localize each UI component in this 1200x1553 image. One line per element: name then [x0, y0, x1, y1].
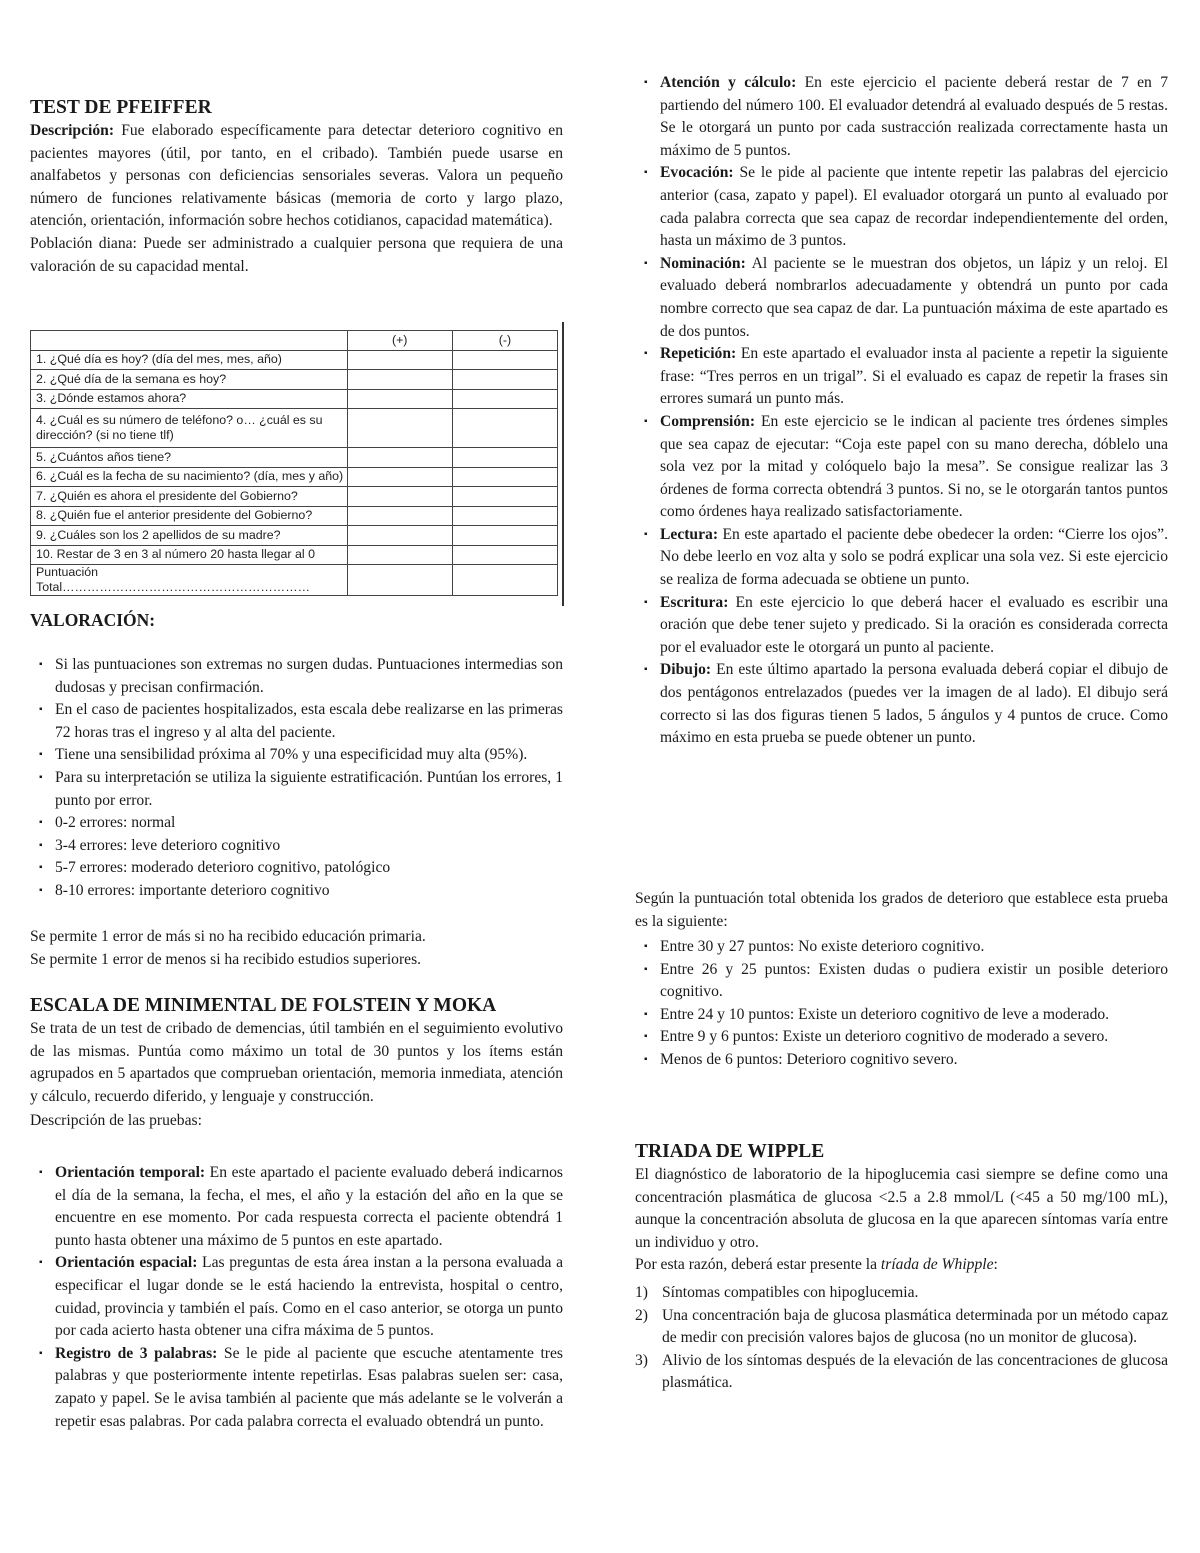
list-item: [635, 1305, 1168, 1350]
plus-cell: [347, 350, 452, 370]
question-cell: 5. ¿Cuántos años tiene?: [31, 448, 348, 468]
minus-cell: [452, 350, 557, 370]
item-text: Una concentración baja de glucosa plasmática determinada por un método capaz de medir con precisión valores bajos de glucosa (no un monitor de glucosa).: [662, 1306, 1168, 1347]
list-item: [635, 1350, 1168, 1395]
item-label: Orientación temporal:: [55, 1164, 206, 1181]
plus-cell: [347, 467, 452, 487]
item-label: Comprensión:: [660, 412, 756, 430]
table-row: [31, 506, 558, 526]
minus-cell: [452, 389, 557, 409]
item-text: Las preguntas de esta área instan a la persona evaluada a especificar el lugar donde se le está haciendo la entrevista, hospital o centro, cuidad, provincia y también el país. Como en el caso anterior, se otorga un punto por cada acierto hasta obtener una cifra máxima de 5 puntos.: [55, 1254, 563, 1340]
item-number: 2): [635, 1306, 648, 1324]
table-total-row: [31, 565, 558, 596]
descripcion-pruebas: Descripción de las pruebas:: [30, 1112, 202, 1130]
wipple-list: [635, 1282, 1168, 1395]
total-cell: Puntuación Total……………………………………………………: [31, 565, 348, 596]
note-superiores: Se permite 1 error de menos si ha recibido estudios superiores.: [30, 950, 422, 968]
list-item: ▪ Entre 24 y 10 puntos: Existe un deterioro cognitivo de leve a moderado.: [635, 1004, 1168, 1027]
table-row: [31, 350, 558, 370]
list-item: [635, 592, 1168, 660]
list-item: ▪ Entre 9 y 6 puntos: Existe un deterioro cognitivo de moderado a severo.: [635, 1026, 1168, 1049]
razon-pre: Por esta razón, deberá estar presente la: [635, 1256, 881, 1274]
item-label: Registro de 3 palabras:: [55, 1344, 218, 1362]
table-row: [31, 545, 558, 565]
list-item: [635, 343, 1168, 411]
description-text: Fue elaborado específicamente para detectar deterioro cognitivo en pacientes mayores (útil, por tanto, en el cribado). También puede usarse en analfabetos y personas con deficiencias sensoriales severas. Valora un pequeño número de funciones relativamente básicas (memoria de corto y largo plazo, atención, orientación, información sobre hechos cotidianos, capacidad matemática).: [30, 122, 563, 230]
list-item: ▪ Si las puntuaciones son extremas no surgen dudas. Puntuaciones intermedias son dudosas y precisan confirmación.: [30, 654, 563, 699]
item-label: Atención y cálculo:: [660, 74, 797, 91]
pfeiffer-description-block: [30, 120, 563, 278]
grados-list: [635, 936, 1168, 1072]
question-cell: 8. ¿Quién fue el anterior presidente del Gobierno?: [31, 506, 348, 526]
minus-cell: [452, 545, 557, 565]
minimental-title: ESCALA DE MINIMENTAL DE FOLSTEIN Y MOKA: [30, 995, 497, 1016]
list-item: [30, 1162, 563, 1252]
list-item: [635, 1282, 1168, 1305]
poblacion-diana: Población diana: Puede ser administrado a cualquier persona que requiera de una valoración de su capacidad mental.: [30, 234, 563, 275]
list-item: ▪ 3-4 errores: leve deterioro cognitivo: [30, 835, 563, 858]
minus-cell: [452, 526, 557, 546]
question-cell: 2. ¿Qué día de la semana es hoy?: [31, 370, 348, 390]
note-primaria: Se permite 1 error de más si no ha recibido educación primaria.: [30, 928, 426, 945]
item-text: En este apartado el paciente debe obedecer la orden: “Cierre los ojos”. No debe leerlo en voz alta y solo se podrá explicar una sola vez. Si este ejercicio se realiza de forma adecuada se obtiene un punto.: [660, 525, 1168, 589]
item-text: Se le pide al paciente que escuche atentamente tres palabras y que posteriormente intente repetirlas. Esas palabras suelen ser: casa, zapato y papel. Se le avisa también al paciente que más adelante se le volverán a repetir esas palabras. Por cada palabra correcta el evaluado obtendrá un punto.: [55, 1344, 563, 1430]
table-header-plus: (+): [347, 331, 452, 351]
table-row: [31, 370, 558, 390]
item-text: Síntomas compatibles con hipoglucemia.: [662, 1284, 919, 1301]
table-row: [31, 389, 558, 409]
question-cell: 7. ¿Quién es ahora el presidente del Gobierno?: [31, 487, 348, 507]
question-cell: 4. ¿Cuál es su número de teléfono? o… ¿cuál es su dirección? (si no tiene tlf): [31, 409, 348, 448]
valoracion-title: VALORACIÓN:: [30, 610, 156, 630]
item-number: 1): [635, 1284, 648, 1301]
table-row: [31, 409, 558, 448]
table-header-row: [31, 331, 558, 351]
plus-cell: [347, 545, 452, 565]
plus-cell: [347, 565, 452, 596]
list-item: ▪ Para su interpretación se utiliza la siguiente estratificación. Puntúan los errores, 1 punto por error.: [30, 767, 563, 812]
item-text: En este ejercicio lo que deberá hacer el evaluado es escribir una oración que debe tener sujeto y predicado. Si la oración es considerada correcta por el evaluador este le otorgará un punto al paciente.: [660, 593, 1168, 656]
list-item: ▪ Entre 30 y 27 puntos: No existe deterioro cognitivo.: [635, 936, 1168, 959]
question-cell: 9. ¿Cuáles son los 2 apellidos de su madre?: [31, 526, 348, 546]
question-cell: 1. ¿Qué día es hoy? (día del mes, mes, año): [31, 350, 348, 370]
list-item: ▪ Menos de 6 puntos: Deterioro cognitivo severo.: [635, 1049, 1168, 1072]
list-item: [635, 524, 1168, 592]
list-item: [635, 411, 1168, 524]
list-item: ▪ 5-7 errores: moderado deterioro cognitivo, patológico: [30, 857, 563, 880]
valoracion-notes: [30, 926, 563, 971]
pruebas-list-right: [635, 72, 1168, 750]
table-row: [31, 448, 558, 468]
plus-cell: [347, 487, 452, 507]
list-item: ▪ Entre 26 y 25 puntos: Existen dudas o pudiera existir un posible deterioro cognitivo.: [635, 959, 1168, 1004]
item-label: Escritura:: [660, 593, 729, 611]
question-cell: 10. Restar de 3 en 3 al número 20 hasta llegar al 0: [31, 545, 348, 565]
list-item: [635, 162, 1168, 252]
minus-cell: [452, 409, 557, 448]
plus-cell: [347, 389, 452, 409]
question-cell: 3. ¿Dónde estamos ahora?: [31, 389, 348, 409]
item-text: En este apartado el paciente evaluado deberá indicarnos el día de la semana, la fecha, el mes, el año y la estación del año en la que se encuentre en ese momento. Por cada respuesta correcta el paciente obtendrá 1 punto hasta obtener una máximo de 5 puntos en este apartado.: [55, 1164, 564, 1249]
item-label: Nominación:: [660, 254, 746, 272]
list-item: ▪ 8-10 errores: importante deterioro cognitivo: [30, 880, 563, 903]
minus-cell: [452, 370, 557, 390]
item-number: 3): [635, 1351, 648, 1369]
list-item: [635, 253, 1168, 343]
minus-cell: [452, 448, 557, 468]
item-text: En este último apartado la persona evaluada deberá copiar el dibujo de dos pentágonos entrelazados (puedes ver la imagen de al lado). El dibujo será correcto si las dos figuras tienen 5 lados, 5 ángulos y 4 puntos de cruce. Como máximo en esta prueba se puede obtener un punto.: [660, 661, 1168, 747]
minimental-intro-block: [30, 1018, 563, 1133]
valoracion-list: [30, 654, 563, 903]
plus-cell: [347, 448, 452, 468]
table-row: [31, 467, 558, 487]
pfeiffer-description: [30, 120, 563, 233]
wipple-intro-block: [635, 1164, 1168, 1277]
list-item: [635, 659, 1168, 749]
list-item: ▪ En el caso de pacientes hospitalizados, esta escala debe realizarse en las primeras 72 horas tras el ingreso y al alta del paciente.: [30, 699, 563, 744]
plus-cell: [347, 370, 452, 390]
list-item: [30, 1343, 563, 1433]
table-row: [31, 526, 558, 546]
question-cell: 6. ¿Cuál es la fecha de su nacimiento? (día, mes y año): [31, 467, 348, 487]
table-header-minus: (-): [452, 331, 557, 351]
list-item: [30, 1252, 563, 1342]
list-item: ▪ Tiene una sensibilidad próxima al 70% y una especificidad muy alta (95%).: [30, 744, 563, 767]
item-text: En este apartado el evaluador insta al paciente a repetir la siguiente frase: “Tres perros en un trigal”. Si el evaluado es capaz de repetir la frases sin errores sumará un punto más.: [660, 345, 1168, 408]
item-label: Dibujo:: [660, 661, 712, 679]
list-item: [635, 72, 1168, 162]
table-row: [31, 487, 558, 507]
wipple-title: TRIADA DE WIPPLE: [635, 1141, 825, 1162]
pruebas-list-left: [30, 1162, 563, 1433]
item-label: Lectura:: [660, 525, 719, 543]
wipple-razon: [635, 1254, 1168, 1277]
item-label: Orientación espacial:: [55, 1254, 198, 1272]
description-label: Descripción:: [30, 122, 115, 139]
plus-cell: [347, 409, 452, 448]
grados-intro: Según la puntuación total obtenida los grados de deterioro que establece esta prueba es la siguiente:: [635, 890, 1168, 930]
item-text: Se le pide al paciente que intente repetir las palabras del ejercicio anterior (casa, zapato y papel). El evaluador otorgará un punto al evaluado por cada palabra correcta que sea capaz de recordar independientemente del orden, hasta un máximo de 3 puntos.: [660, 164, 1168, 250]
pfeiffer-title: TEST DE PFEIFFER: [30, 97, 212, 118]
item-label: Evocación:: [660, 164, 734, 182]
item-text: Al paciente se le muestran dos objetos, un lápiz y un reloj. El evaluado deberá nombrarlos adecuadamente y obtendrá un punto por cada nombre correcto que sea capaz de dar. La puntuación máxima de este apartado es de dos puntos.: [660, 254, 1168, 340]
table-header-blank: [31, 331, 348, 351]
list-item: ▪ 0-2 errores: normal: [30, 812, 563, 835]
minimental-intro: Se trata de un test de cribado de demencias, útil también en el seguimiento evolutivo de las mismas. Puntúa como máximo un total de 30 puntos y los ítems están agrupados en 5 apartados que comprueban orientación, memoria inmediata, atención y cálculo, recuerdo diferido, y lenguaje y construcción.: [30, 1020, 563, 1105]
table-side-rule: [562, 322, 564, 606]
item-label: Repetición:: [660, 345, 737, 363]
razon-emphasis: tríada de Whipple: [880, 1256, 994, 1274]
item-text: En este ejercicio el paciente deberá restar de 7 en 7 partiendo del número 100. El evaluador detendrá al evaluado después de 5 restas. Se le otorgará un punto por cada sustracción realizada correctamente hasta un máximo de 5 puntos.: [660, 74, 1168, 159]
plus-cell: [347, 506, 452, 526]
pfeiffer-table: [30, 330, 558, 596]
minus-cell: [452, 565, 557, 596]
plus-cell: [347, 526, 452, 546]
minus-cell: [452, 467, 557, 487]
minus-cell: [452, 506, 557, 526]
item-text: En este ejercicio se le indican al paciente tres órdenes simples que sea capaz de ejecutar: “Coja este papel con su mano derecha, dóblelo una sola vez por la mitad y colóquelo bajo la mesa”. Se consigue realizar las 3 órdenes de forma correcta obtendrá 3 puntos. Si no, se le otorgarán tantos puntos como órdenes haya realizado satisfactoriamente.: [660, 412, 1168, 521]
razon-post: :: [993, 1256, 998, 1274]
minus-cell: [452, 487, 557, 507]
item-text: Alivio de los síntomas después de la elevación de las concentraciones de glucosa plasmática.: [662, 1351, 1168, 1392]
wipple-intro: El diagnóstico de laboratorio de la hipoglucemia casi siempre se define como una concentración plasmática de glucosa <2.5 a 2.8 mmol/L (<45 a 50 mg/100 mL), aunque la concentración absoluta de glucosa en la que aparecen síntomas varía entre un individuo y otro.: [635, 1166, 1168, 1251]
